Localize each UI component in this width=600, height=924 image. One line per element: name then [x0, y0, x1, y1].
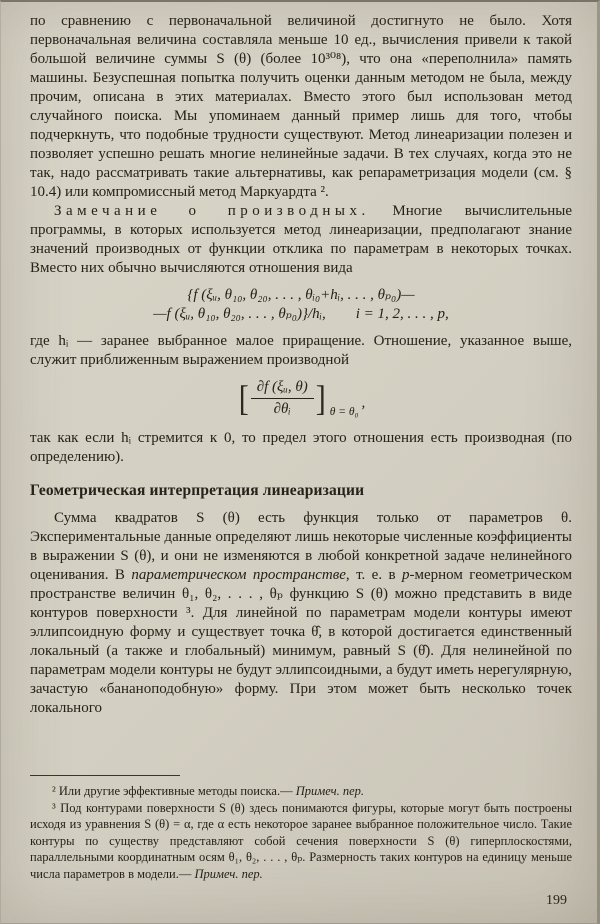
geo-text-1: Сумма квадратов S (θ) есть функция только от параметров θ. Экспериментальные данные определяют лишь некоторые численные коэффициенты в выражении S (θ), и они не изменяются в любой конкретной задаче нелинейного оценивания. В [30, 510, 572, 583]
formula-index-condition: i = 1, 2, . . . , p, [355, 306, 449, 322]
formula-line-2 [30, 305, 572, 324]
footnotes-section [30, 775, 572, 882]
footnote-3-marker: ³ [52, 800, 56, 815]
footnote-2 [30, 783, 572, 800]
paragraph-derivatives-note [30, 202, 572, 278]
geo-italic-parametric-space: параметрическом пространстве [131, 567, 346, 583]
evaluation-condition: θ = θ₀ [329, 405, 359, 418]
paragraph-continuation: по сравнению с первоначальной величиной достигнуто не было. Хотя первоначальная величина составляла меньше 10 ед., вычисления привели к такой большой величине суммы S (θ) (более 10³⁰⁸), что она «переполнила» память машины. Безуспешная попытка получить оценки данным методом не была, между прочим, описана в этих материалах. Вместо этого был использован метод случайного поиска. Мы упоминаем данный пример лишь для того, чтобы подчеркнуть, что подобные трудности существуют. Метод линеаризации полезен и позволяет успешно решать многие нелинейные задачи. В тех случаях, когда это не так, надо рассматривать такие альтернативы, как репараметризация модели (см. § 10.4) или компромиссный метод Маркуардта ². [30, 13, 572, 200]
fraction-numerator: ∂f (ξᵤ, θ) [251, 379, 314, 399]
footnote-2-attribution: Примеч. пер. [295, 784, 364, 798]
geo-text-2: , т. е. в [345, 567, 402, 583]
footnote-2-text: Или другие эффективные методы поиска.— [55, 784, 296, 798]
paragraph-geometric-interpretation [30, 509, 572, 718]
partial-derivative-formula [30, 379, 572, 418]
footnote-3-text: Под контурами поверхности S (θ) здесь понимаются фигуры, которые могут быть построены исходя из уравнения S (θ) = α, где α есть некоторое заранее выбранное положительное число. Такие контуры по существу представляют собой сечения поверхности S (θ) гиперплоскостями, параллельными координатным осям θ₁, θ₂, . . . , θₚ. Размерность таких контуров на единицу меньше числа параметров в модели.— [30, 800, 572, 881]
paragraph-lead-emphasis: Замечание о производных. [54, 203, 370, 219]
formula-line-1: {f (ξᵤ, θ₁₀, θ₂₀, . . . , θᵢ₀+hᵢ, . . . , θₚ₀)— [187, 287, 415, 303]
left-bracket: [ [238, 378, 249, 418]
page-number: 199 [546, 893, 567, 908]
right-bracket: ] [315, 378, 326, 418]
formula-trailing-comma: , [361, 395, 366, 411]
geo-text-3: -мерном геометрическом пространстве величин θ₁, θ₂, . . . , θₚ функцию S (θ) можно представить в виде контуров поверхности ³. Для линейной по параметрам модели контуры имеют эллипсоидную форму и существует точка θ̂, в которой достигается единственный локальный (а также и глобальный) минимум, равный S (θ̂). Для нелинейной по параметрам модели контуры не будут эллипсоидными, а будут иметь нерегулярную, зачастую «бананоподобную» форму. При этом может быть несколько точек локального [30, 567, 572, 716]
section-heading: Геометрическая интерпретация линеаризации [30, 482, 365, 499]
paragraph-derivatives-text: Многие вычислительные программы, в которых используется метод линеаризации, предполагают знание значений производных от функции отклика по параметрам в некоторых точках. Вместо них обычно вычисляются отношения вида [30, 203, 572, 276]
footnote-divider [30, 775, 180, 776]
difference-ratio-formula [30, 286, 572, 324]
formula-expression: —f (ξᵤ, θ₁₀, θ₂₀, . . . , θₚ₀)}/hᵢ, [153, 306, 326, 322]
footnote-3-attribution: Примеч. пер. [194, 866, 263, 881]
paragraph-limit: так как если hᵢ стремится к 0, то предел этого отношения есть производная (по определению). [30, 430, 572, 465]
page-text-block [30, 12, 572, 718]
paragraph-increment: где hᵢ — заранее выбранное малое приращение. Отношение, указанное выше, служит приближенным выражением производной [30, 333, 572, 368]
geo-italic-p: p [402, 567, 410, 583]
fraction-denominator: ∂θᵢ [273, 401, 291, 417]
footnote-3 [30, 800, 572, 883]
derivative-fraction [251, 379, 314, 418]
footnote-2-marker: ² [52, 784, 56, 798]
